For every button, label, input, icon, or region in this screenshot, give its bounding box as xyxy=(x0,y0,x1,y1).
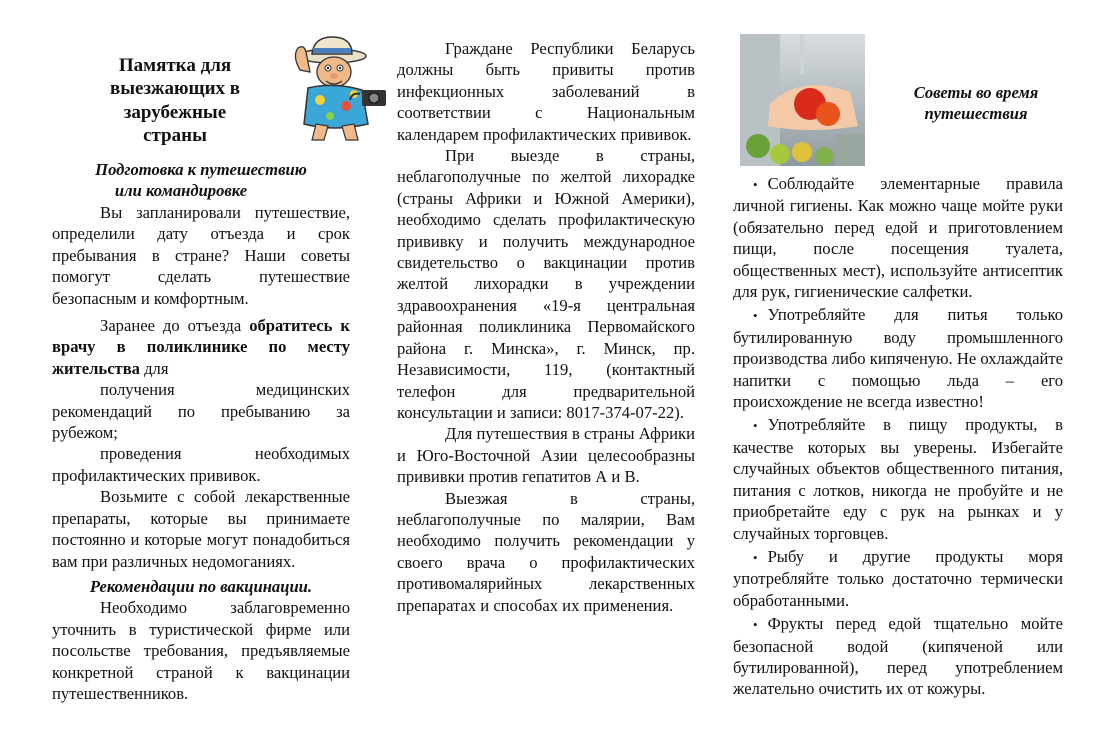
section-heading-vaccination: Рекомендации по вакцинации. xyxy=(89,576,313,596)
paragraph: Необходимо заблаговременно уточнить в туристической фирме или посольстве требования, предъявляемые конкретной страной к вакцинации путешественников. xyxy=(52,598,350,703)
paragraph: Для путешествия в страны Африки и Юго-Восточной Азии целесообразны прививки против гепатитов А и В. xyxy=(397,424,695,487)
column-3 xyxy=(733,173,1063,700)
section-heading-preparation xyxy=(52,159,350,202)
emphasis: обратитесь к врачу в поликлинике по месту жительства xyxy=(52,316,350,378)
washing-vegetables-photo xyxy=(740,34,865,166)
column-2 xyxy=(397,38,695,616)
paragraph: проведения необходимых профилактических прививок. xyxy=(52,444,350,485)
paragraph: получения медицинских рекомендаций по пребыванию за рубежом; xyxy=(52,380,350,443)
tourist-cartoon-image xyxy=(280,32,398,142)
list-item: • Употребляйте для питья только бутилированную воду промышленного производства либо кипяченую. Не охлаждайте напитки с помощью льда – его происхождение не всегда известно! xyxy=(733,304,1063,412)
paragraph: Граждане Республики Беларусь должны быть привиты против инфекционных заболеваний в соответствии с Национальным календарем профилактических прививок. xyxy=(397,39,695,144)
column-1 xyxy=(52,202,350,704)
text: Заранее до отъезда xyxy=(100,316,250,336)
section-heading-tips: Советы во время путешествия xyxy=(913,83,1039,124)
list-item: • Фрукты перед едой тщательно мойте безопасной водой (кипяченой или бутилированной), перед употреблением желательно очистить их от кожуры. xyxy=(733,613,1063,700)
list-item: • Употребляйте в пищу продукты, в качестве которых вы уверены. Избегайте случайных объектов общественного питания, питания с лотков, никогда не пробуйте и не приобретайте еду с рук на рынках и у случайных торговцев. xyxy=(733,414,1063,543)
section-heading-line-2: или командировке xyxy=(114,181,248,201)
paragraph-doctor xyxy=(52,315,350,379)
paragraph: Вы запланировали путешествие, определили дату отъезда и срок пребывания в стране? Наши советы помогут сделать путешествие безопасным и комфортным. xyxy=(52,203,350,308)
list-item: • Рыбу и другие продукты моря употребляйте только достаточно термически обработанными. xyxy=(733,546,1063,611)
paragraph: При выезде в страны, неблагополучные по желтой лихорадке (страны Африки и Южной Америки), необходимо сделать профилактическую прививку и получить международное свидетельство о вакцинации против желтой лихорадки в учреждении здравоохранения «19-я центральная районная поликлиника Первомайского района г. Минска», г. Минск, пр. Независимости, 119, (контактный телефон для предварительной консультации и записи: 8017-374-07-22). xyxy=(397,146,695,422)
paragraph: Выезжая в страны, неблагополучные по малярии, Вам необходимо получить рекомендации у своего врача о профилактических противомалярийных лекарственных препаратах и способах их применения. xyxy=(397,488,695,615)
page-title: Памятка для выезжающих в зарубежные страны xyxy=(109,55,241,147)
list-item: • Соблюдайте элементарные правила личной гигиены. Как можно чаще мойте руки (обязательно перед едой и приготовлением пищи, после посещения туалета, общественных мест), используйте антисептик для рук, гигиенические салфетки. xyxy=(733,173,1063,302)
text: для xyxy=(139,358,169,378)
paragraph: Возьмите с собой лекарственные препараты, которые вы принимаете постоянно и которые могут понадобиться вам при различных недомоганиях. xyxy=(52,487,350,571)
section-heading-line-1: Подготовка к путешествию xyxy=(95,160,307,179)
